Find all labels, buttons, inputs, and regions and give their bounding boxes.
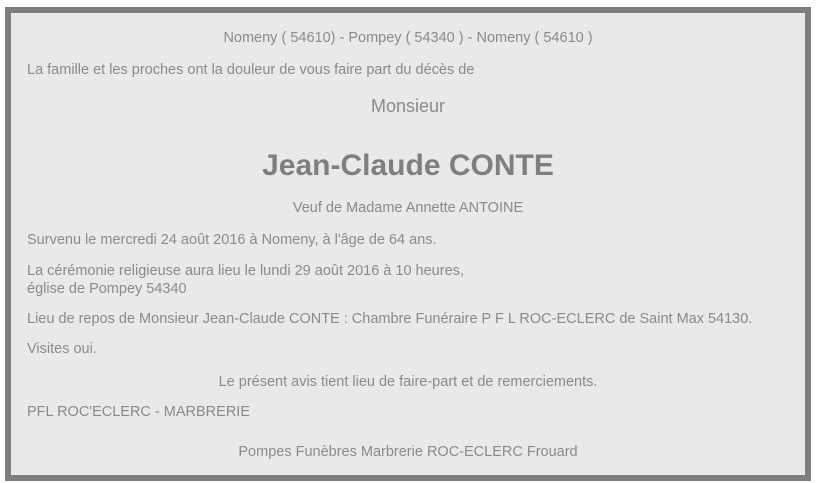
- visits-text: Visites oui.: [27, 341, 97, 357]
- death-notice-content: [11, 29, 805, 461]
- funeral-home-text: PFL ROC'ECLERC - MARBRERIE: [27, 404, 250, 420]
- closing-text: Le présent avis tient lieu de faire-part et de remerciements.: [218, 374, 598, 390]
- death-info-text: Survenu le mercredi 24 août 2016 à Nomeny, à l'âge de 64 ans.: [27, 232, 437, 248]
- ceremony-line-2: église de Pompey 54340: [27, 281, 187, 297]
- footer-text: Pompes Funèbres Marbrerie ROC-ECLERC Frouard: [238, 444, 578, 460]
- relation-text: Veuf de Madame Annette ANTOINE: [292, 200, 524, 216]
- deceased-name-title: Jean-Claude CONTE: [262, 149, 554, 182]
- intro-text: La famille et les proches ont la douleur de vous faire part du décès de: [27, 62, 475, 78]
- ceremony-line-1: La cérémonie religieuse aura lieu le lundi 29 août 2016 à 10 heures,: [27, 263, 464, 279]
- repose-info-text: Lieu de repos de Monsieur Jean-Claude CONTE : Chambre Funéraire P F L ROC-ECLERC de Saint Max 54130.: [27, 311, 753, 327]
- ceremony-text: [27, 262, 789, 298]
- death-notice-frame: [5, 7, 811, 481]
- civility-label: Monsieur: [370, 96, 446, 116]
- header-locations: Nomeny ( 54610) - Pompey ( 54340 ) - Nomeny ( 54610 ): [223, 30, 593, 46]
